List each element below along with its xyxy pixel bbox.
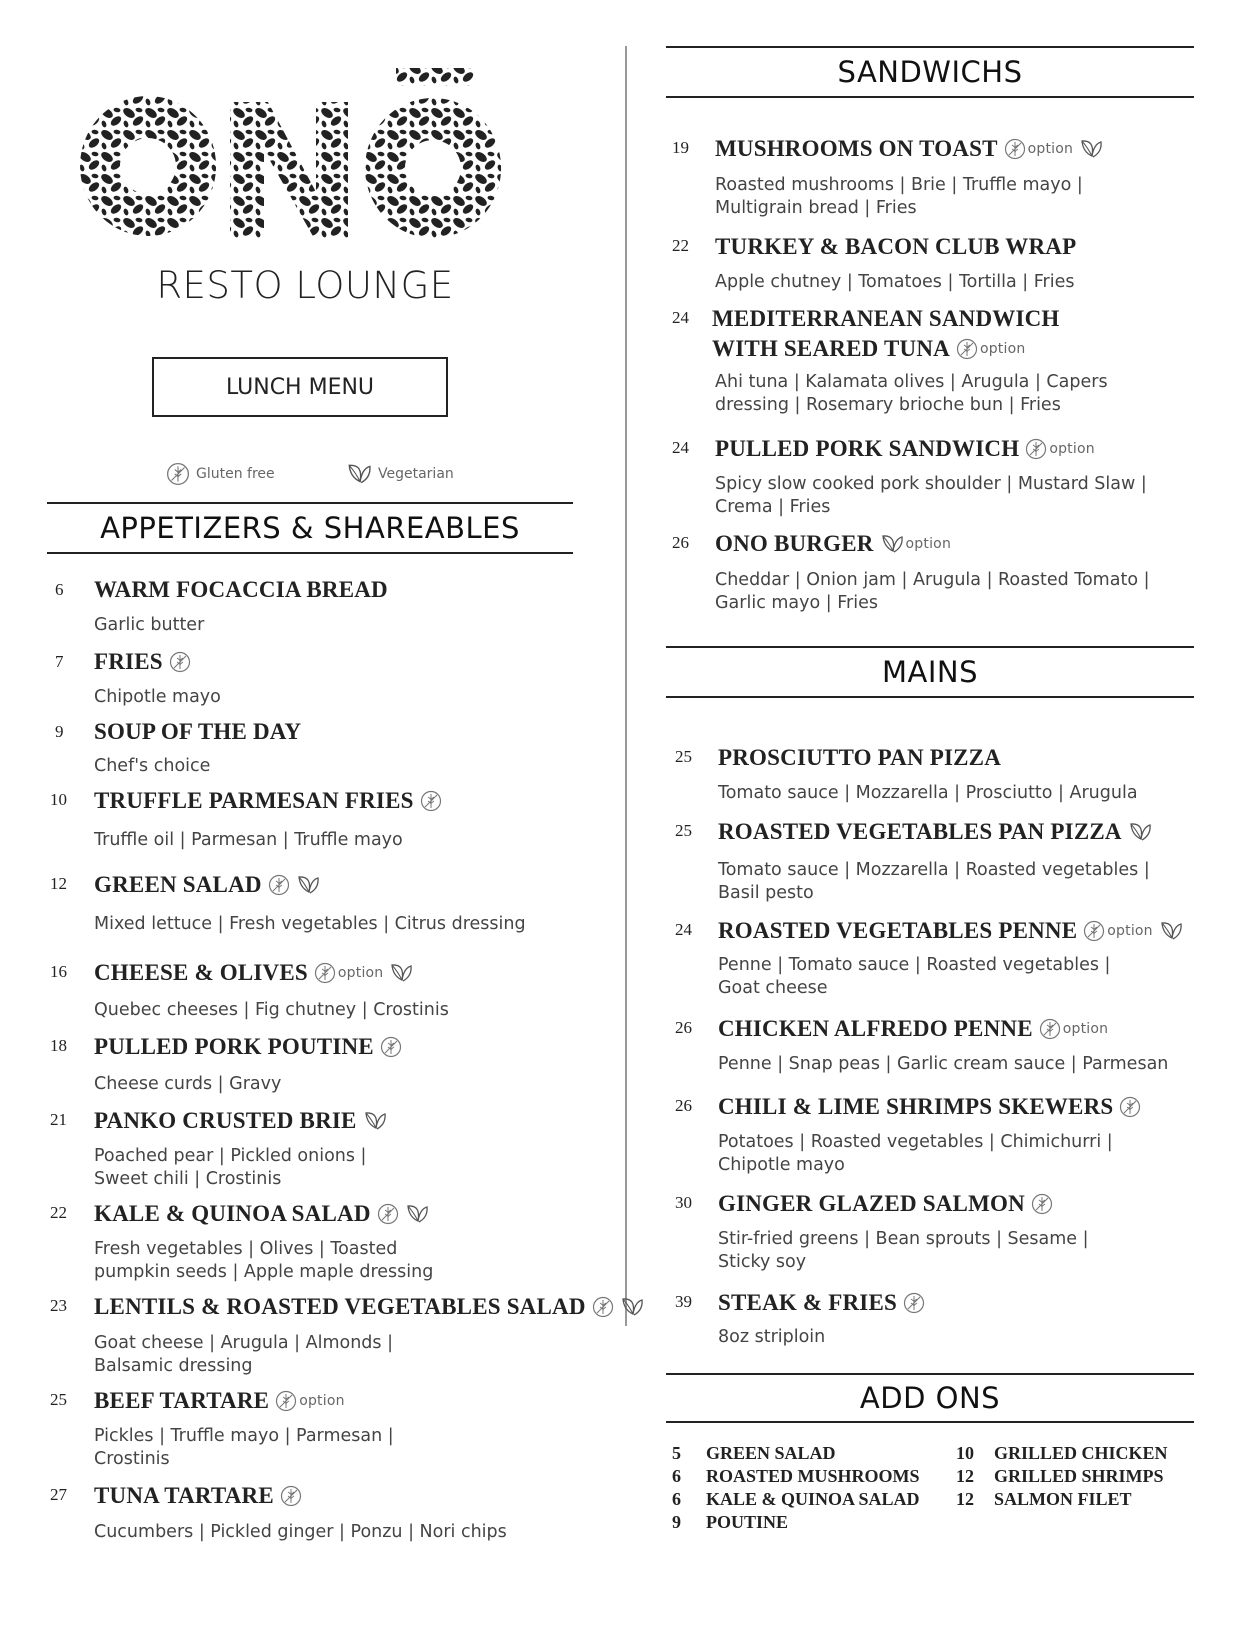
item-price: 26	[672, 533, 689, 552]
item-description: Tomato sauce | Mozzarella | Roasted vegetables | Basil pesto	[718, 860, 1150, 903]
item-price: 9	[55, 722, 64, 741]
leaf-icon	[363, 1110, 387, 1132]
addon-item: 6 ROASTED MUSHROOMS	[672, 1466, 920, 1486]
item-name: PULLED PORK POUTINE	[94, 1034, 402, 1060]
item-description: Cheddar | Onion jam | Arugula | Roasted Tomato | Garlic mayo | Fries	[715, 570, 1150, 613]
item-price: 12	[50, 874, 67, 893]
item-description: Ahi tuna | Kalamata olives | Arugula | Capers dressing | Rosemary brioche bun | Fries	[715, 372, 1108, 415]
item-price: 21	[50, 1110, 67, 1129]
item-price: 6	[55, 580, 64, 599]
item-price: 26	[675, 1096, 692, 1115]
item-price: 18	[50, 1036, 67, 1055]
gluten-free-icon	[956, 338, 978, 360]
item-price: 26	[675, 1018, 692, 1037]
leaf-icon	[346, 462, 372, 486]
gluten-free-icon	[1004, 138, 1026, 160]
item-name: STEAK & FRIES	[718, 1290, 925, 1316]
item-description: Goat cheese | Arugula | Almonds | Balsamic dressing	[94, 1333, 393, 1376]
option-label: option	[337, 965, 384, 981]
item-price: 23	[50, 1296, 67, 1315]
item-name: CHEESE & OLIVES option	[94, 960, 413, 986]
item-name: LENTILS & ROASTED VEGETABLES SALAD	[94, 1294, 644, 1320]
gluten-free-icon	[380, 1036, 402, 1058]
gluten-free-icon	[1119, 1096, 1141, 1118]
addon-item: 9 POUTINE	[672, 1512, 789, 1532]
item-description: 8oz striploin	[718, 1327, 826, 1347]
item-description: Roasted mushrooms | Brie | Truffle mayo | Multigrain bread | Fries	[715, 175, 1083, 218]
option-label: option	[1049, 441, 1095, 457]
option-label: option	[1062, 1021, 1109, 1037]
gluten-free-icon	[1039, 1018, 1061, 1040]
gluten-free-icon	[169, 651, 191, 673]
brand-subtitle: RESTO LOUNGE	[156, 264, 454, 307]
leaf-icon	[620, 1296, 644, 1318]
option-label: option	[979, 341, 1026, 357]
item-name: WARM FOCACCIA BREAD	[94, 577, 388, 602]
item-price: 10	[50, 790, 67, 809]
item-description: Poached pear | Pickled onions | Sweet chili | Crostinis	[94, 1146, 367, 1189]
item-description: Tomato sauce | Mozzarella | Prosciutto | Arugula	[718, 783, 1138, 803]
item-name: PANKO CRUSTED BRIE	[94, 1108, 387, 1134]
item-price: 16	[50, 962, 67, 981]
item-description: Chef's choice	[94, 756, 211, 776]
leaf-icon	[1159, 920, 1183, 942]
item-name: TRUFFLE PARMESAN FRIES	[94, 788, 442, 814]
item-name: WITH SEARED TUNA option	[712, 336, 1026, 361]
leaf-icon	[405, 1203, 429, 1225]
section-header-sandwiches: SANDWICHS	[666, 46, 1194, 98]
gluten-free-icon	[275, 1390, 297, 1412]
item-description: Garlic butter	[94, 615, 205, 635]
addon-item: 10 GRILLED CHICKEN	[956, 1443, 1168, 1463]
item-name: PROSCIUTTO PAN PIZZA	[718, 745, 1002, 770]
item-description: Truffle oil | Parmesan | Truffle mayo	[94, 830, 403, 850]
gluten-free-icon	[1083, 920, 1105, 942]
item-description: Penne | Tomato sauce | Roasted vegetables | Goat cheese	[718, 955, 1111, 998]
gluten-free-icon	[377, 1203, 399, 1225]
legend-vegetarian	[346, 462, 454, 486]
legend-gluten-free-label: Gluten free	[196, 466, 275, 482]
gluten-free-icon	[280, 1485, 302, 1507]
item-name: PULLED PORK SANDWICH option	[715, 436, 1095, 461]
legend-vegetarian-label: Vegetarian	[378, 466, 454, 482]
item-price: 22	[50, 1203, 67, 1222]
addon-item: 5 GREEN SALAD	[672, 1443, 836, 1463]
item-name: SOUP OF THE DAY	[94, 719, 302, 744]
item-description: Potatoes | Roasted vegetables | Chimichurri | Chipotle mayo	[718, 1132, 1113, 1175]
leaf-icon	[880, 533, 904, 555]
item-name: TURKEY & BACON CLUB WRAP	[715, 234, 1077, 259]
leaf-icon	[389, 962, 413, 984]
item-name: ROASTED VEGETABLES PENNE option	[718, 918, 1183, 944]
item-description: Stir-fried greens | Bean sprouts | Sesame | Sticky soy	[718, 1229, 1089, 1272]
item-price: 24	[672, 308, 689, 327]
option-label: option	[1107, 923, 1153, 939]
item-name: CHILI & LIME SHRIMPS SKEWERS	[718, 1094, 1141, 1120]
addons-right-list	[956, 1442, 1196, 1511]
item-name: ONO BURGER option	[715, 531, 952, 556]
addon-item: 6 KALE & QUINOA SALAD	[672, 1489, 920, 1509]
item-description: Quebec cheeses | Fig chutney | Crostinis	[94, 1000, 449, 1020]
item-name: KALE & QUINOA SALAD	[94, 1201, 429, 1227]
item-description: Apple chutney | Tomatoes | Tortilla | Fries	[715, 272, 1075, 292]
item-name: BEEF TARTARE option	[94, 1388, 345, 1413]
item-description: Chipotle mayo	[94, 687, 221, 707]
item-name: ROASTED VEGETABLES PAN PIZZA	[718, 819, 1152, 845]
item-price: 25	[50, 1390, 67, 1409]
gluten-free-icon	[1025, 438, 1047, 460]
item-price: 7	[55, 652, 64, 671]
gluten-free-icon	[1031, 1193, 1053, 1215]
leaf-icon	[296, 874, 320, 896]
section-header-mains: MAINS	[666, 646, 1194, 698]
item-price: 30	[675, 1193, 692, 1212]
gluten-free-icon	[592, 1296, 614, 1318]
gluten-free-icon	[420, 790, 442, 812]
item-name: TUNA TARTARE	[94, 1483, 302, 1509]
brand-logo	[78, 62, 538, 252]
item-price: 24	[672, 438, 689, 457]
addon-item: 12 GRILLED SHRIMPS	[956, 1466, 1164, 1486]
item-description: Cucumbers | Pickled ginger | Ponzu | Nori chips	[94, 1522, 507, 1542]
item-description: Fresh vegetables | Olives | Toasted pumpkin seeds | Apple maple dressing	[94, 1239, 434, 1282]
gluten-free-icon	[166, 462, 190, 486]
leaf-icon	[1079, 138, 1103, 160]
option-label: option	[1027, 141, 1074, 157]
addons-left-list	[672, 1442, 922, 1534]
item-description: Penne | Snap peas | Garlic cream sauce | Parmesan	[718, 1054, 1169, 1074]
item-name: MUSHROOMS ON TOAST option	[715, 136, 1103, 162]
gluten-free-icon	[903, 1292, 925, 1314]
item-price: 27	[50, 1485, 67, 1504]
item-price: 24	[675, 920, 692, 939]
item-name: GINGER GLAZED SALMON	[718, 1191, 1053, 1217]
item-name: MEDITERRANEAN SANDWICH	[712, 306, 1060, 331]
item-name: GREEN SALAD	[94, 872, 320, 898]
item-price: 39	[675, 1292, 692, 1311]
item-price: 25	[675, 747, 692, 766]
menu-title-box: LUNCH MENU	[152, 357, 448, 417]
item-price: 22	[672, 236, 689, 255]
option-label: option	[299, 1393, 345, 1409]
item-description: Mixed lettuce | Fresh vegetables | Citrus dressing	[94, 914, 526, 934]
gluten-free-icon	[268, 874, 290, 896]
section-header-addons: ADD ONS	[666, 1373, 1194, 1423]
item-price: 25	[675, 821, 692, 840]
item-name: CHICKEN ALFREDO PENNE option	[718, 1016, 1109, 1041]
leaf-icon	[1128, 821, 1152, 843]
addon-item: 12 SALMON FILET	[956, 1489, 1132, 1509]
gluten-free-icon	[314, 962, 336, 984]
column-divider	[625, 46, 627, 1326]
legend-gluten-free	[166, 462, 275, 486]
item-name: FRIES	[94, 649, 191, 675]
section-header-appetizers: APPETIZERS & SHAREABLES	[47, 502, 573, 554]
item-price: 19	[672, 138, 689, 157]
item-description: Cheese curds | Gravy	[94, 1074, 282, 1094]
item-description: Pickles | Truffle mayo | Parmesan | Crostinis	[94, 1426, 394, 1469]
option-label: option	[905, 536, 952, 552]
item-description: Spicy slow cooked pork shoulder | Mustard Slaw | Crema | Fries	[715, 474, 1147, 517]
